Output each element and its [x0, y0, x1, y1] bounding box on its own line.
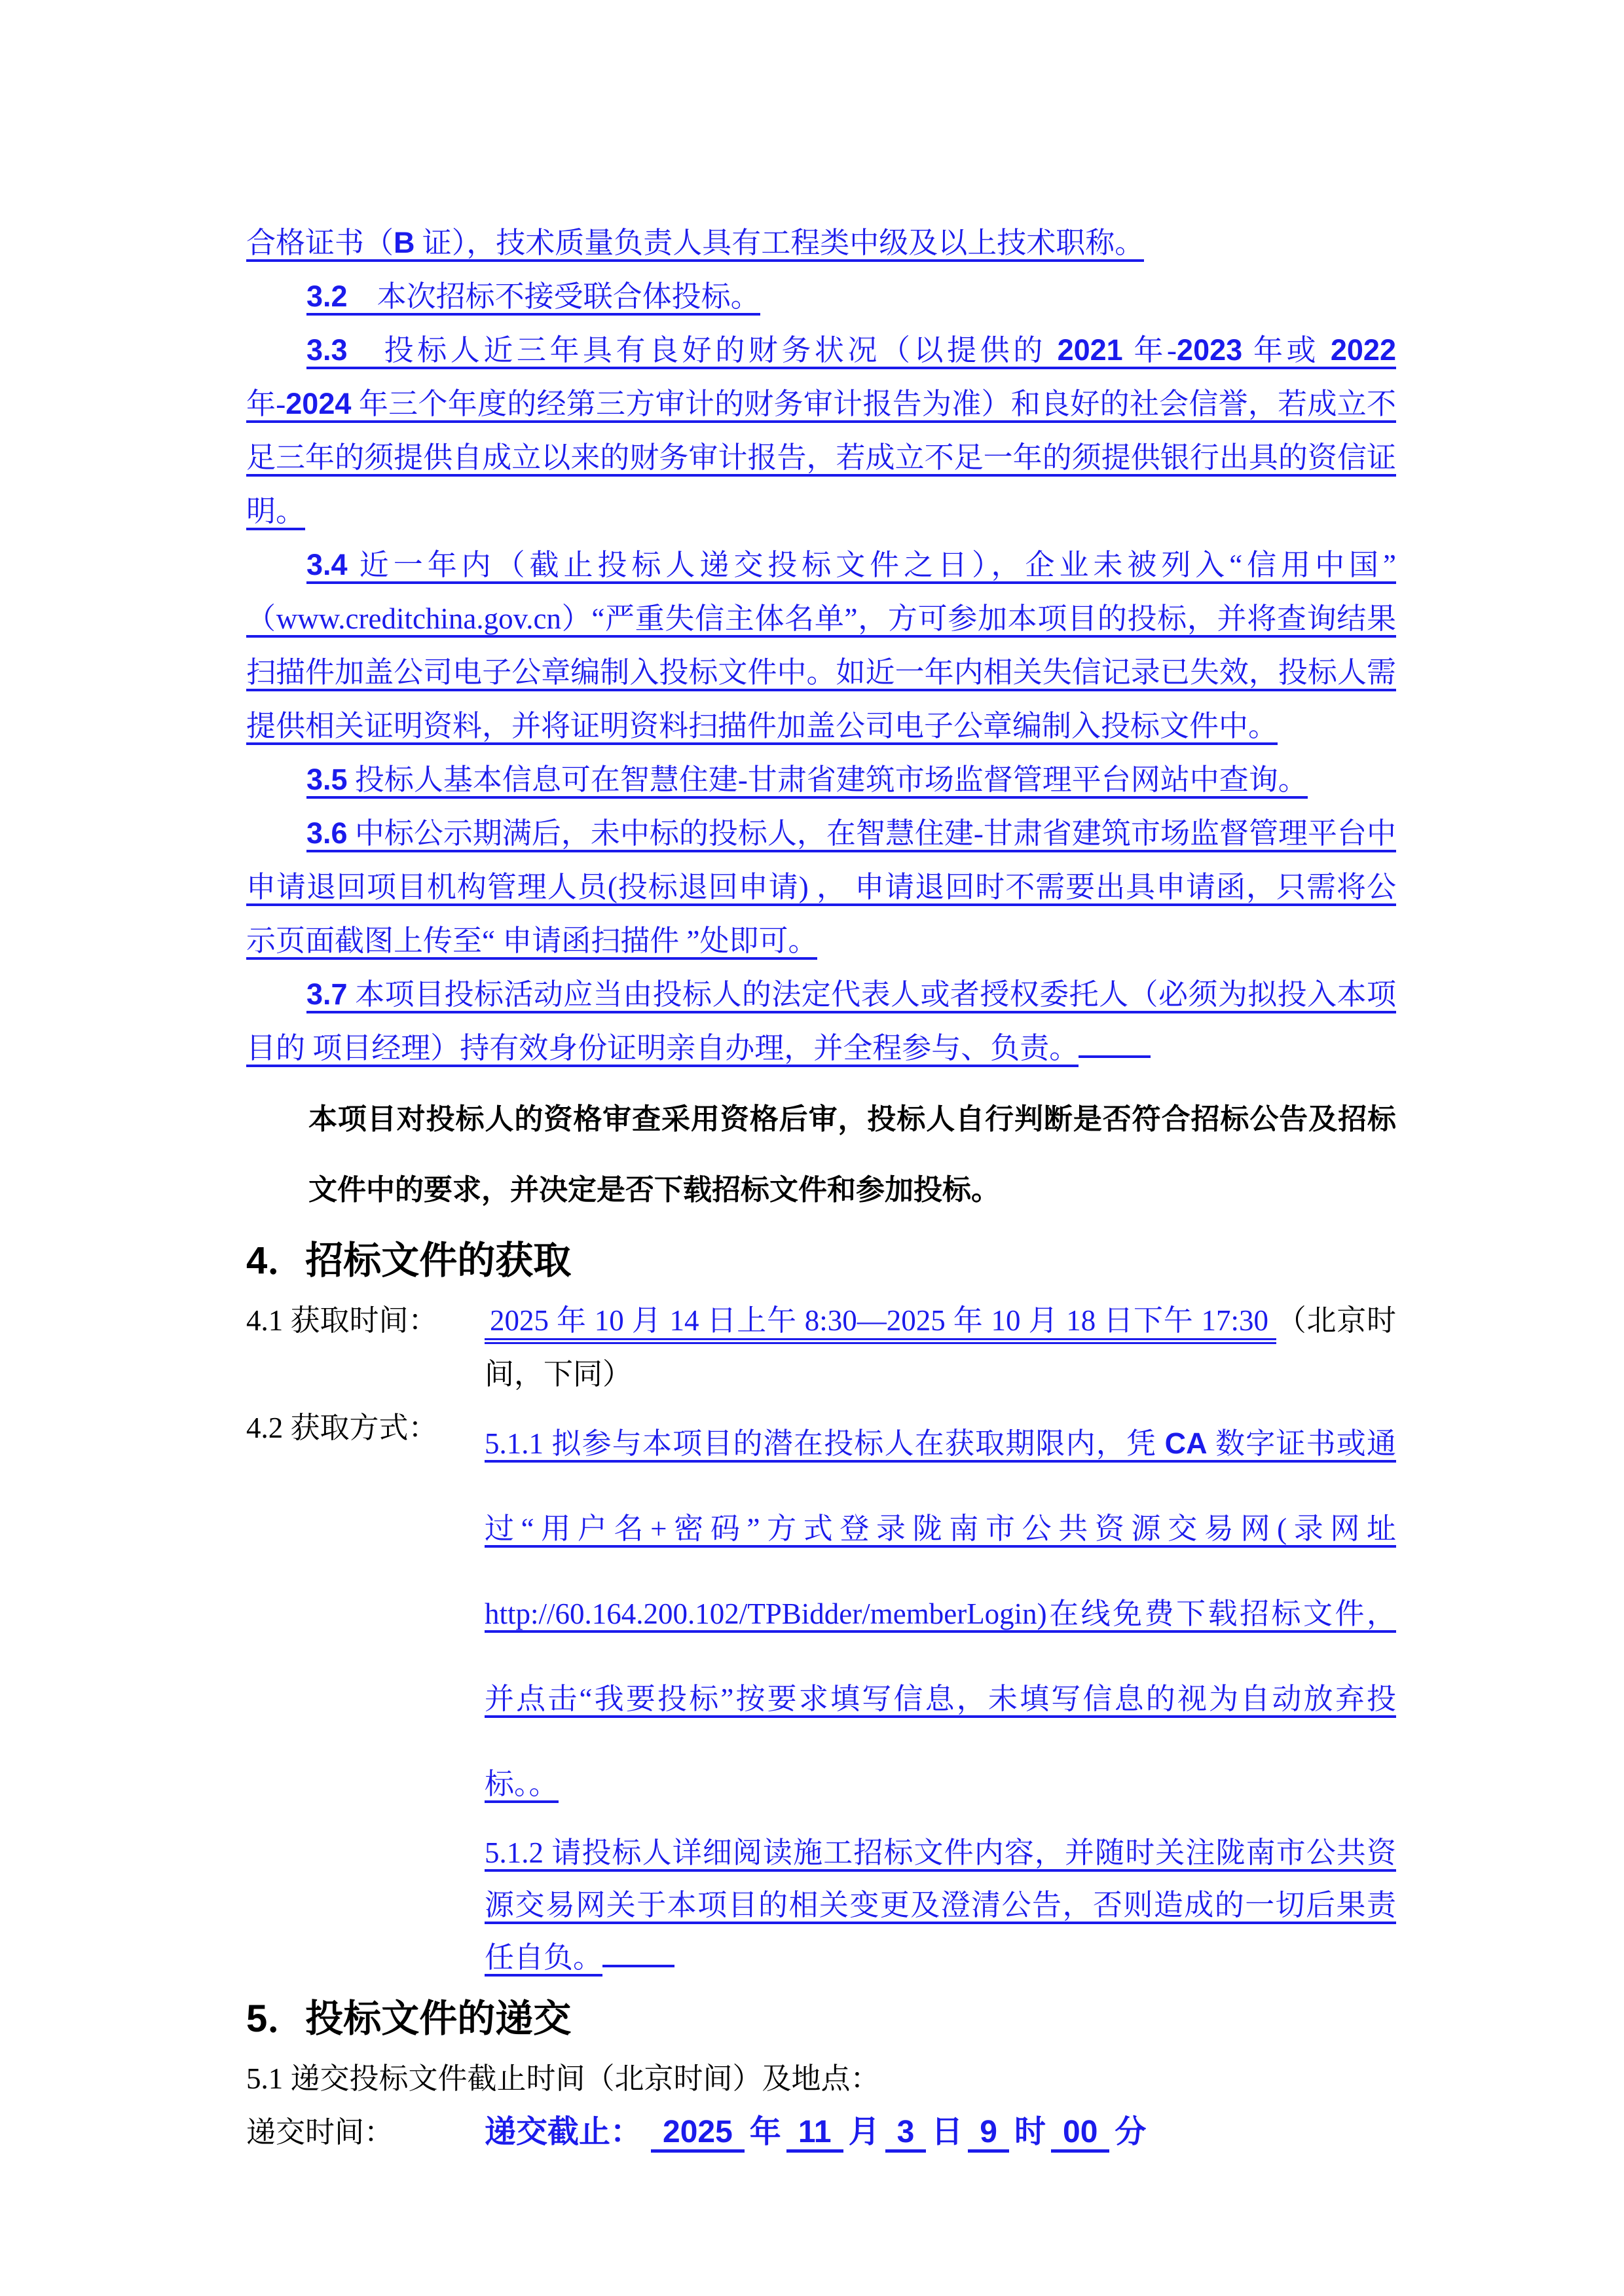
certificate-b-label: B — [394, 226, 415, 259]
paragraph-3-3 — [246, 323, 1396, 538]
clause-text: 中标公示期满后，未中标的投标人，在智慧住建-甘肃省建筑市场监督管理平台中申请退回项目机构管理人员(投标退回申请) ， 申请退回时不需要出具申请函，只需将公示页面截图上传至“ 申请函扫描件 ”处即可。 — [246, 817, 1396, 957]
clause-text: 年三个年度的经第三方审计的财务审计报告为准）和良好的社会信誉，若成立不足三年的须提供自成立以来的财务审计报告，若成立不足一年的须提供银行出具的资信证明。 — [246, 388, 1396, 528]
clause-text: 本项目投标活动应当由投标人的法定代表人或者授权委托人（必须为拟投入本项目的 项目经理）持有效身份证明亲自办理，并全程参与、负责。 — [246, 978, 1396, 1065]
paragraph-5-1-1 — [485, 1401, 1396, 1827]
paragraph-5-1-2 — [485, 1827, 1396, 1984]
paragraph-3-2 — [246, 270, 1396, 323]
section-5-heading: 5．投标文件的递交 — [246, 1997, 572, 2040]
beijing-time-note: （北京时间，下同） — [485, 1304, 1396, 1391]
paragraph-3-6 — [246, 807, 1396, 968]
clause-text: 投标人基本信息可在智慧住建-甘肃省建筑市场监督管理平台网站中查询。 — [347, 763, 1308, 796]
obtain-method-label: 4.2 获取方式： — [246, 1412, 438, 1444]
obtain-time-range: 2025 年 10 月 14 日上午 8:30—2025 年 10 月 18 日下午 17:30 — [485, 1304, 1276, 1344]
qualification-review-note: 本项目对投标人的资格审查采用资格后审，投标人自行判断是否符合招标公告及招标文件中的要求，并决定是否下载招标文件和参加投标。 — [308, 1103, 1396, 1206]
deadline-month: 11 — [786, 2115, 843, 2153]
submission-time-label: 递交时间： — [246, 2116, 394, 2149]
paragraph-3-1-text-rest: 证），技术质量负责人具有工程类中级及以上技术职称。 — [415, 227, 1145, 259]
clause-number: 3.6 — [306, 816, 348, 850]
obtain-method-value — [485, 1401, 1396, 1984]
obtain-time-value — [485, 1294, 1396, 1401]
clause-number: 3.3 — [306, 333, 348, 367]
clause-text-with-url: 数字证书或通过“用户名+密码”方式登录陇南市公共资源交易网(录网址http://60.164.200.102/TPBidder/memberLogin)在线免费下载招标文件，并点击“我要投标”按要求填写信息，未填写信息的视为自动放弃投标。。 — [485, 1427, 1396, 1800]
clause-number: 3.4 — [306, 548, 348, 581]
deadline-year: 2025 — [651, 2115, 745, 2153]
paragraph-3-1-text: 合格证书（ — [246, 227, 394, 259]
hour-unit: 时 — [1014, 2115, 1046, 2149]
deadline-day: 3 — [885, 2115, 927, 2153]
trailing-underline — [602, 1958, 674, 1967]
clause-number: 3.2 — [306, 280, 348, 313]
clause-text: 5.1.1 拟参与本项目的潜在投标人在获取期限内，凭 — [485, 1427, 1165, 1460]
clause-text: 年- — [246, 388, 286, 420]
clause-number: 3.5 — [306, 763, 348, 796]
clause-text: 投标人近三年具有良好的财务状况（以提供的 — [347, 334, 1058, 367]
year-value: 2024 — [286, 387, 352, 420]
row-obtain-time — [246, 1294, 1396, 1401]
section-4-heading: 4．招标文件的获取 — [246, 1239, 572, 1282]
year-value: 2021 — [1057, 333, 1123, 367]
obtain-time-label: 4.1 获取时间： — [246, 1304, 438, 1337]
paragraph-3-4 — [246, 538, 1396, 753]
year-value: 2023 — [1177, 333, 1243, 367]
trailing-underline — [1079, 1049, 1151, 1058]
clause-number: 3.7 — [306, 977, 348, 1011]
month-unit: 月 — [848, 2115, 880, 2149]
clause-text: 年- — [1122, 334, 1177, 367]
row-submission-time — [246, 2105, 1396, 2159]
ca-certificate-label: CA — [1164, 1427, 1208, 1460]
paragraph-5-1: 5.1 递交投标文件截止时间（北京时间）及地点： — [246, 2062, 880, 2095]
paragraph-3-5 — [246, 753, 1396, 807]
year-unit: 年 — [749, 2115, 781, 2149]
row-obtain-method — [246, 1401, 1396, 1984]
clause-text: 年或 — [1242, 334, 1331, 367]
page-content — [246, 216, 1396, 2159]
deadline-hour: 9 — [968, 2115, 1009, 2153]
deadline-prefix: 递交截止： — [485, 2115, 642, 2149]
clause-text: 近一年内（截止投标人递交投标文件之日），企业未被列入“信用中国”（www.creditchina.gov.cn）“严重失信主体名单”，方可参加本项目的投标，并将查询结果扫描件加盖公司电子公章编制入投标文件中。如近一年内相关失信记录已失效，投标人需提供相关证明资料，并将证明资料扫描件加盖公司电子公章编制入投标文件中。 — [246, 549, 1396, 742]
clause-text: 本次招标不接受联合体投标。 — [347, 280, 760, 313]
submission-deadline — [485, 2105, 1396, 2159]
minute-unit: 分 — [1115, 2115, 1147, 2149]
year-value: 2022 — [1330, 333, 1396, 367]
day-unit: 日 — [931, 2115, 963, 2149]
paragraph-3-7 — [246, 968, 1396, 1075]
paragraph-3-1-continuation — [246, 216, 1396, 270]
deadline-minute: 00 — [1051, 2115, 1109, 2153]
clause-text: 5.1.2 请投标人详细阅读施工招标文件内容，并随时关注陇南市公共资源交易网关于本项目的相关变更及澄清公告，否则造成的一切后果责任自负。 — [485, 1836, 1396, 1977]
